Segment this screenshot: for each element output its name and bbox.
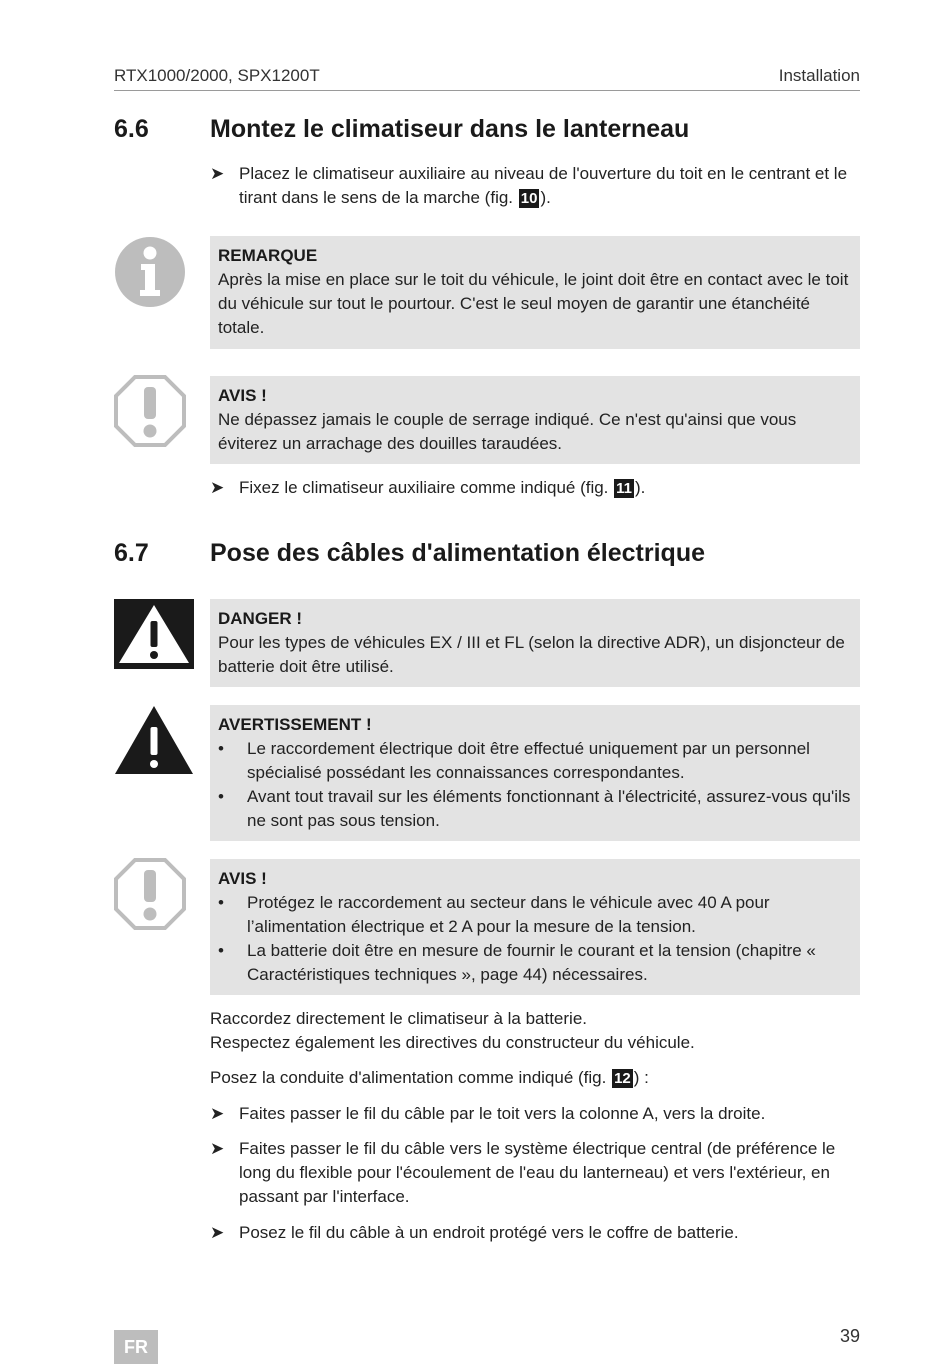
note-title: AVIS ! bbox=[218, 869, 267, 888]
note-text: Après la mise en place sur le toit du véhicule, le joint doit être en contact avec le toit du véhicule sur tout le pourtour. C'est le seul moyen de garantir une étanchéité totale. bbox=[218, 270, 849, 337]
bullet-item bbox=[218, 785, 852, 833]
note-text: Pour les types de véhicules EX / III et FL (selon la directive ADR), un disjoncteur de batterie doit être utilisé. bbox=[218, 633, 845, 676]
note-danger-box bbox=[210, 599, 860, 687]
section-number: 6.7 bbox=[114, 539, 149, 567]
bullet-text: Le raccordement électrique doit être effectué uniquement par un personnel spécialisé possédant les connaissances correspondantes. bbox=[247, 739, 810, 782]
note-remarque-box bbox=[210, 236, 860, 349]
bullet-icon: • bbox=[218, 739, 224, 758]
bullet-item bbox=[218, 939, 852, 987]
page-header bbox=[114, 66, 860, 91]
figure-ref: 10 bbox=[520, 190, 538, 207]
figure-ref: 11 bbox=[616, 480, 632, 497]
bullet-item bbox=[218, 737, 852, 785]
arrow-icon: ➤ bbox=[210, 1104, 225, 1123]
note-avis-box bbox=[210, 376, 860, 464]
bullet-text: La batterie doit être en mesure de fournir le courant et la tension (chapitre « Caractéristiques techniques », page 44) nécessaires. bbox=[247, 941, 816, 984]
body-paragraph bbox=[210, 1007, 860, 1055]
notice-octagon-icon bbox=[114, 375, 186, 447]
step-text-part: Placez le climatiseur auxiliaire au niveau de l'ouverture du toit en le centrant et le tirant dans le sens de la marche (fig. bbox=[239, 164, 848, 207]
step-item bbox=[210, 476, 860, 500]
header-product: RTX1000/2000, SPX1200T bbox=[114, 66, 320, 85]
step-text-part: ). bbox=[635, 478, 646, 497]
arrow-icon: ➤ bbox=[210, 1223, 225, 1242]
section-title: Pose des câbles d'alimentation électrique bbox=[210, 539, 706, 567]
arrow-icon: ➤ bbox=[210, 478, 225, 497]
figure-ref: 12 bbox=[614, 1070, 631, 1087]
step-text bbox=[239, 476, 860, 500]
paragraph-line: Raccordez directement le climatiseur à la batterie. bbox=[210, 1009, 587, 1028]
warning-triangle-icon bbox=[114, 705, 194, 775]
note-title: DANGER ! bbox=[218, 609, 303, 628]
page-number: 39 bbox=[839, 1326, 860, 1346]
paragraph-text: ) : bbox=[633, 1068, 649, 1087]
step-text-part: ). bbox=[540, 188, 551, 207]
info-icon bbox=[114, 236, 186, 308]
step-item bbox=[210, 1221, 860, 1245]
note-avis-box bbox=[210, 859, 860, 995]
paragraph-line: Respectez également les directives du constructeur du véhicule. bbox=[210, 1033, 695, 1052]
arrow-icon: ➤ bbox=[210, 164, 225, 183]
step-item bbox=[210, 1102, 860, 1126]
step-text: Faites passer le fil du câble vers le système électrique central (de préférence le long du flexible pour l'écoulement de l'eau du lanterneau) et vers l'extérieur, en passant par l'interface. bbox=[239, 1139, 836, 1206]
step-text: Faites passer le fil du câble par le toit vers la colonne A, vers la droite. bbox=[239, 1104, 766, 1123]
section-title: Montez le climatiseur dans le lanterneau bbox=[210, 115, 690, 143]
bullet-icon: • bbox=[218, 941, 224, 960]
header-chapter: Installation bbox=[778, 66, 860, 85]
step-item bbox=[210, 162, 860, 210]
paragraph-text: Posez la conduite d'alimentation comme indiqué (fig. bbox=[210, 1068, 612, 1087]
note-title: REMARQUE bbox=[218, 246, 318, 265]
step-text bbox=[239, 162, 860, 210]
body-paragraph bbox=[210, 1066, 860, 1090]
note-title: AVIS ! bbox=[218, 386, 267, 405]
note-text: Ne dépassez jamais le couple de serrage indiqué. Ce n'est qu'ainsi que vous éviterez un arrachage des douilles taraudées. bbox=[218, 410, 797, 453]
bullet-icon: • bbox=[218, 893, 224, 912]
bullet-text: Avant tout travail sur les éléments fonctionnant à l'électricité, assurez-vous qu'ils ne sont pas sous tension. bbox=[247, 787, 851, 830]
bullet-item bbox=[218, 891, 852, 939]
bullet-icon: • bbox=[218, 787, 224, 806]
step-item bbox=[210, 1137, 860, 1209]
step-text-part: Fixez le climatiseur auxiliaire comme indiqué (fig. bbox=[239, 478, 614, 497]
danger-triangle-box-icon bbox=[114, 599, 194, 669]
bullet-text: Protégez le raccordement au secteur dans le véhicule avec 40 A pour l’alimentation électrique et 2 A pour la mesure de la tension. bbox=[247, 893, 770, 936]
note-avertissement-box bbox=[210, 705, 860, 841]
step-text: Posez le fil du câble à un endroit protégé vers le coffre de batterie. bbox=[239, 1223, 739, 1242]
section-number: 6.6 bbox=[114, 115, 149, 143]
note-title: AVERTISSEMENT ! bbox=[218, 715, 372, 734]
language-badge: FR bbox=[114, 1330, 158, 1364]
notice-octagon-icon bbox=[114, 858, 186, 930]
arrow-icon: ➤ bbox=[210, 1139, 225, 1158]
